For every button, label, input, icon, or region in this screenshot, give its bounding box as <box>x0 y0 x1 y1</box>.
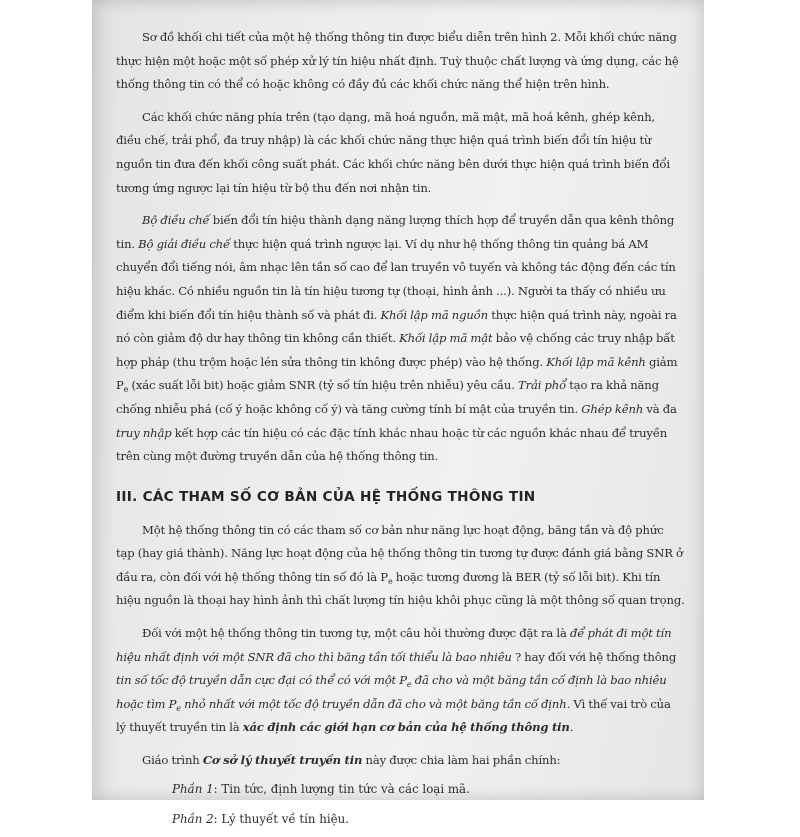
term-demodulator: Bộ giải điều chế <box>138 236 230 251</box>
text-run: Giáo trình <box>142 753 203 768</box>
text-run: Đối với một hệ thống thông tin tương tự, một câu hỏi thường được đặt ra là <box>142 626 570 641</box>
text-line <box>116 374 706 398</box>
text-line <box>116 351 706 375</box>
text-line <box>116 233 706 257</box>
term-spread-spectrum: Trải phổ <box>517 378 567 393</box>
text-run: thực hiện quá trình ngược lại. Ví dụ như hệ thống thông tin quảng bá AM <box>229 236 649 251</box>
text-run: nhỏ nhất với một tốc độ truyền dẫn đã cho và một băng tần cố định <box>180 696 567 711</box>
subscript: e <box>406 680 412 690</box>
text-run: tạo ra khả năng <box>566 378 659 393</box>
text-run: tin số tốc độ truyền dẫn cực đại có thể có với một P <box>116 673 407 688</box>
term-channel-encoder: Khối lập mã kênh <box>546 354 646 369</box>
paragraph-block-diagram-intro <box>116 26 706 97</box>
text-run: thực hiện quá trình này, ngoài ra <box>487 307 677 322</box>
subscript: e <box>176 703 181 713</box>
text-line <box>116 749 706 773</box>
text-line: chuyển đổi tiếng nói, âm nhạc lên tần số cao để lan truyền vô tuyến và không tác động đến các tín <box>116 260 676 275</box>
subscript: e <box>123 385 129 395</box>
textbook-title: Cơ sở lý thuyết truyền tin <box>202 753 363 768</box>
paragraph-basic-parameters <box>116 519 706 613</box>
text-line <box>116 716 706 740</box>
text-line <box>116 566 706 590</box>
term-multiplexing: Ghép kênh <box>581 401 644 416</box>
term-modulator: Bộ điều chế <box>142 213 210 228</box>
text-line: Các khối chức năng phía trên (tạo dạng, mã hoá nguồn, mã mật, mã hoá kênh, ghép kênh, <box>142 109 656 124</box>
subscript: e <box>387 576 393 586</box>
term-source-encoder: Khối lập mã nguồn <box>380 307 488 322</box>
part-text: : Lý thuyết về tín hiệu. <box>213 811 349 826</box>
text-run: chống nhiễu phá (cố ý hoặc không cố ý) và tăng cường tính bí mật của truyền tin. <box>116 401 582 416</box>
paragraph-function-blocks <box>116 106 706 200</box>
text-line <box>116 422 706 446</box>
text-line: Một hệ thống thông tin có các tham số cơ bản như năng lực hoạt động, băng tần và độ phức <box>142 522 664 537</box>
text-run: này được chia làm hai phần chính: <box>362 753 561 768</box>
term-encryption: Khối lập mã mật <box>399 331 493 346</box>
text-line <box>116 209 706 233</box>
text-line: hiệu khác. Có nhiều nguồn tin là tín hiệu tương tự (thoại, hình ảnh ...). Người ta thấy có nhiều ưu <box>116 283 666 298</box>
text-line: tạp (hay giá thành). Năng lực hoạt động của hệ thống thông tin tương tự được đánh giá bằng SNR ở <box>116 546 683 561</box>
text-run: biến đổi tín hiệu thành dạng năng lượng thích hợp để truyền dẫn qua kênh thông <box>209 213 675 228</box>
text-run: điểm khi biến đổi tín hiệu thành số và phát đi. <box>116 307 381 322</box>
text-run: . Vì thế vai trò của <box>566 696 671 711</box>
text-line: thực hiện một hoặc một số phép xử lý tín hiệu nhất định. Tuỳ thuộc chất lượng và ứng dụng, các hệ <box>116 53 679 68</box>
text-run: (xác suất lỗi bit) hoặc giảm SNR (tỷ số tín hiệu trên nhiễu) yêu cầu. <box>128 378 518 393</box>
italic-run <box>116 697 567 711</box>
text-run: nó còn giảm độ dư hay thông tin không cần thiết. <box>116 331 400 346</box>
text-run: . <box>569 720 574 735</box>
italic-run: hiệu nhất định với một SNR đã cho thì băng tần tối thiểu là bao nhiêu <box>116 649 512 664</box>
text-line: Sơ đồ khối chi tiết của một hệ thống thông tin được biểu diễn trên hình 2. Mỗi khối chức năng <box>142 30 677 44</box>
bold-italic-run: xác định các giới hạn cơ bản của hệ thống thông tin <box>242 720 570 735</box>
text-run: và đa <box>643 401 677 416</box>
text-run: P <box>116 378 124 393</box>
text-line <box>116 398 706 422</box>
italic-run: để phát đi một tín <box>569 626 672 641</box>
part-label: Phần 2 <box>172 811 214 826</box>
text-run: lý thuyết truyền tin là <box>116 720 243 735</box>
part-label: Phần 1 <box>172 781 214 796</box>
text-run: hoặc tìm P <box>116 696 177 711</box>
text-line: hiệu nguồn là thoại hay hình ảnh thì chất lượng tín hiệu khôi phục cũng là một thông số quan trọng. <box>116 593 685 608</box>
text-run: hoặc tương đương là BER (tỷ số lỗi bit). Khi tín <box>392 569 661 584</box>
text-run: bảo vệ chống các truy nhập bất <box>492 331 675 346</box>
part-text: : Tin tức, định lượng tin tức và các loại mã. <box>213 781 470 796</box>
text-run: đầu ra, còn đối với hệ thống thông tin số đó là P <box>116 569 388 584</box>
text-run: tin. <box>116 236 139 251</box>
paragraph-modulator <box>116 209 706 469</box>
text-line: trên cùng một đường truyền dẫn của hệ thống thông tin. <box>116 449 439 464</box>
part-1-item <box>116 777 706 801</box>
text-run: kết hợp các tín hiệu có các đặc tính khác nhau hoặc từ các nguồn khác nhau để truyền <box>171 425 668 440</box>
text-line: điều chế, trải phổ, đa truy nhập) là các khối chức năng thực hiện quá trình biến đổi tín hiệu từ <box>116 133 652 148</box>
text-line: thống thông tin có thể có hoặc không có đầy đủ các khối chức năng thể hiện trên hình. <box>116 77 610 92</box>
text-line <box>116 327 706 351</box>
text-run: ? hay đối với hệ thống thông <box>511 649 677 664</box>
text-line <box>116 304 706 328</box>
text-run: đã cho và một băng tần cố định là bao nhiêu <box>411 673 667 688</box>
text-line <box>116 646 706 670</box>
paragraph-analog-question <box>116 622 706 740</box>
term-multiple-access: truy nhập <box>116 425 172 440</box>
page-text <box>116 26 706 837</box>
text-line: tương ứng ngược lại tín hiệu từ bộ thu đến nơi nhận tin. <box>116 180 432 195</box>
text-run: hợp pháp (thu trộm hoặc lén sửa thông tin không được phép) vào hệ thống. <box>116 354 547 369</box>
text-line: nguồn tin đưa đến khối công suất phát. Các khối chức năng bên dưới thực hiện quá trình biến đổi <box>116 156 670 171</box>
text-line <box>116 693 706 717</box>
text-line <box>116 669 706 693</box>
book-page <box>92 0 704 826</box>
paragraph-textbook-structure <box>116 749 706 773</box>
part-2-item <box>116 807 706 831</box>
section-heading: III. CÁC THAM SỐ CƠ BẢN CỦA HỆ THỐNG THÔNG TIN <box>116 488 536 505</box>
text-run: giảm <box>645 354 678 369</box>
text-line <box>116 622 706 646</box>
italic-run <box>116 673 667 690</box>
